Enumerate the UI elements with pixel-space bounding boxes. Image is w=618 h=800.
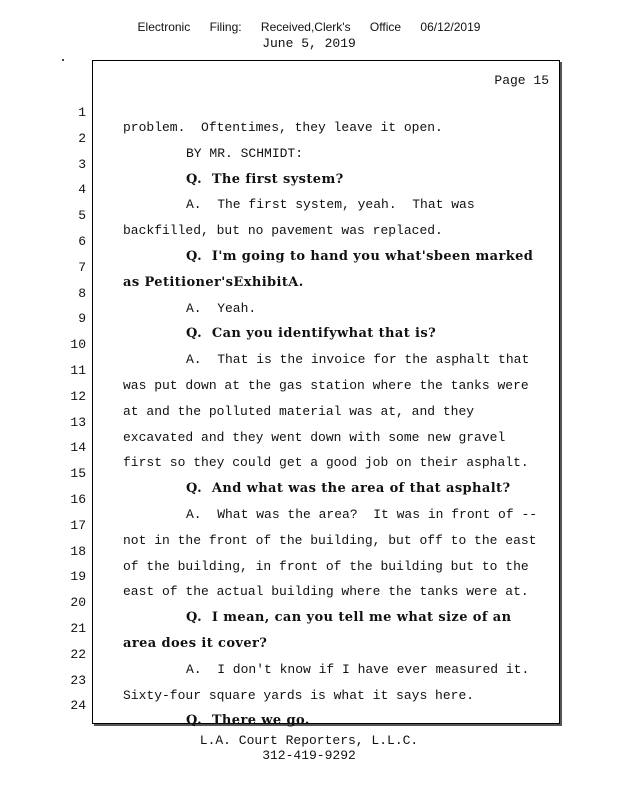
transcript-line xyxy=(0,503,618,548)
transcript-line xyxy=(0,245,618,290)
line-number: 2 xyxy=(78,130,86,146)
line-text: not in the front of the building, but off to the east xyxy=(123,532,537,548)
line-text: Q. The first system? xyxy=(186,171,344,187)
line-text: Q. I'm going to hand you what'sbeen marked xyxy=(186,249,534,264)
transcript-line xyxy=(0,658,618,703)
line-number: 12 xyxy=(70,388,86,404)
line-number: 13 xyxy=(70,414,86,430)
line-text: A. What was the area? It was in front of -- xyxy=(186,507,538,522)
filing-stamp xyxy=(0,20,618,34)
line-number: 11 xyxy=(70,363,86,378)
line-text: Sixty-four square yards is what it says here. xyxy=(123,687,475,703)
line-number: 3 xyxy=(78,156,86,172)
stray-mark xyxy=(62,59,64,61)
line-number: 16 xyxy=(70,492,86,507)
line-text: area does it cover? xyxy=(123,636,268,651)
line-number: 23 xyxy=(70,672,86,688)
line-text: was put down at the gas station where the tanks were xyxy=(123,378,529,393)
line-number: 21 xyxy=(70,621,86,636)
transcript-line xyxy=(0,167,618,213)
line-text: problem. Oftentimes, they leave it open. xyxy=(123,120,443,135)
line-number: 4 xyxy=(78,182,86,198)
line-number: 14 xyxy=(70,440,86,456)
transcript-line xyxy=(0,271,618,316)
transcript-line xyxy=(0,606,618,651)
transcript-line xyxy=(0,580,618,626)
line-text: backfilled, but no pavement was replaced. xyxy=(123,223,443,239)
line-number: 1 xyxy=(78,105,86,120)
filing-office: Office xyxy=(369,20,402,34)
transcript-line xyxy=(0,632,618,677)
transcript-line xyxy=(0,554,618,600)
transcript-line xyxy=(0,90,618,135)
transcript-line xyxy=(0,142,618,187)
reporter-company: L.A. Court Reporters, L.L.C. xyxy=(199,733,419,748)
transcript-line xyxy=(0,116,618,161)
transcript-line xyxy=(0,477,618,522)
line-number: 15 xyxy=(70,466,86,482)
line-number: 24 xyxy=(70,698,86,714)
transcript-date: June 5, 2019 xyxy=(262,36,356,51)
line-number: 17 xyxy=(70,517,86,533)
line-text: BY MR. SCHMIDT: xyxy=(186,145,304,161)
transcript-line xyxy=(0,374,618,419)
line-text: Q. I mean, can you tell me what size of an xyxy=(186,610,512,626)
line-text: Q. Can you identifywhat that is? xyxy=(186,326,437,342)
transcript-line xyxy=(0,296,618,342)
reporter-phone: 312-419-9292 xyxy=(262,748,356,763)
transcript-line xyxy=(0,683,618,729)
line-number: 19 xyxy=(70,569,86,585)
transcript-line xyxy=(0,193,618,239)
transcript-line xyxy=(0,322,618,368)
line-text: excavated and they went down with some new gravel xyxy=(123,429,506,445)
transcript-line xyxy=(0,529,618,574)
line-text: A. Yeah. xyxy=(186,300,257,316)
line-text: at and the polluted material was at, and they xyxy=(123,403,475,419)
transcript-line xyxy=(0,348,618,393)
line-number: 10 xyxy=(70,337,86,353)
line-number: 6 xyxy=(78,234,86,249)
line-number: 20 xyxy=(70,595,86,611)
line-text: of the building, in front of the building but to the xyxy=(123,558,529,574)
filing-electronic: Electronic xyxy=(137,20,191,34)
transcript-line xyxy=(0,451,618,497)
line-number: 8 xyxy=(78,285,86,301)
line-number: 5 xyxy=(78,208,86,224)
line-text: A. I don't know if I have ever measured it. xyxy=(186,661,530,677)
line-text: Q. And what was the area of that asphalt? xyxy=(186,481,511,497)
line-text: east of the actual building where the tanks were at. xyxy=(123,584,529,600)
line-number: 7 xyxy=(78,259,86,275)
line-number: 18 xyxy=(70,543,86,559)
line-text: first so they could get a good job on their asphalt. xyxy=(123,455,529,471)
line-text: A. The first system, yeah. That was xyxy=(186,197,475,213)
page-number: Page 15 xyxy=(494,73,549,88)
line-text: A. That is the invoice for the asphalt that xyxy=(186,352,530,368)
transcript-line xyxy=(0,219,618,264)
line-number: 22 xyxy=(70,646,86,662)
filing-date: 06/12/2019 xyxy=(420,20,481,34)
line-number: 9 xyxy=(78,311,86,327)
line-text: as Petitioner'sExhibitA. xyxy=(123,274,304,290)
transcript-line xyxy=(0,400,618,445)
transcript-line xyxy=(0,425,618,471)
line-text: Q. There we go. xyxy=(186,713,310,729)
filing-label: Filing: xyxy=(209,20,242,34)
filing-received: Received,Clerk's xyxy=(260,20,351,34)
